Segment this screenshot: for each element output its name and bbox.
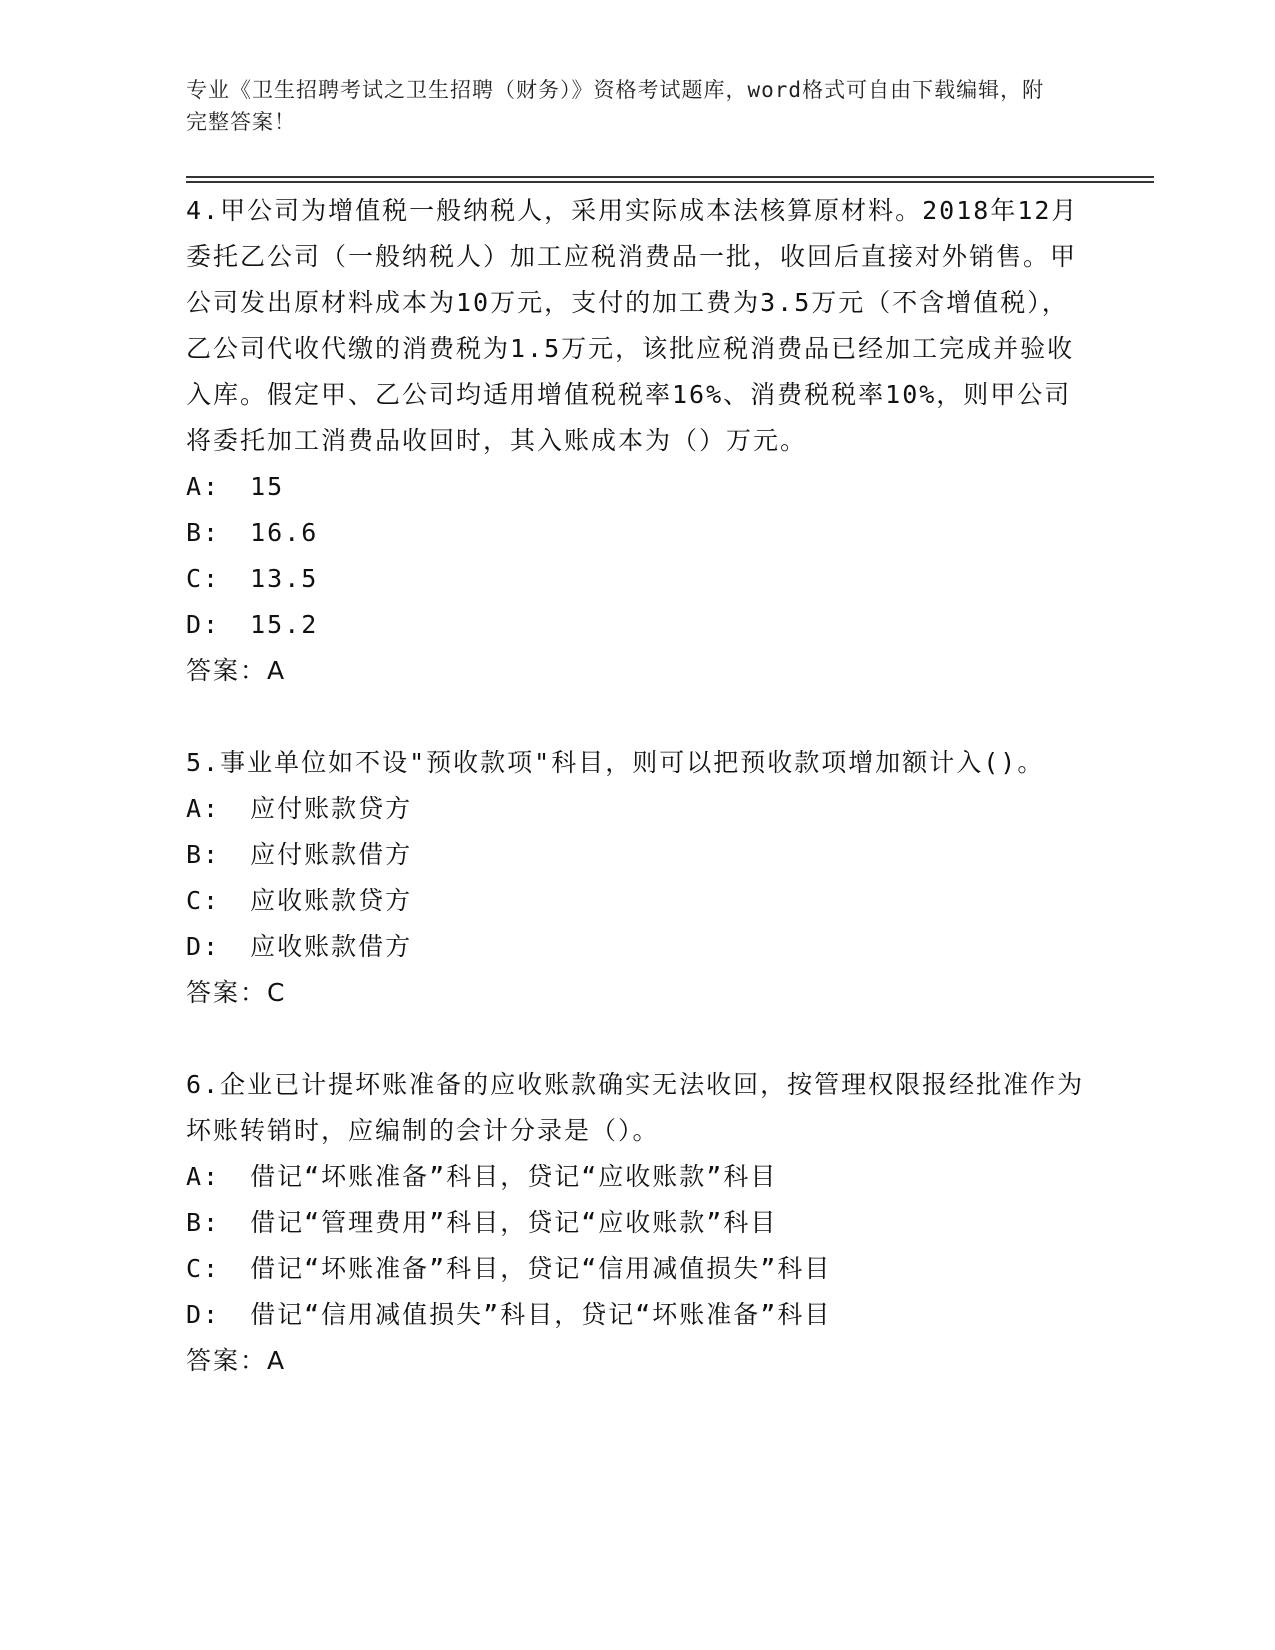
- question-item: [186, 740, 1086, 1016]
- option-letter: C:: [186, 886, 221, 915]
- option-letter: B:: [186, 518, 221, 547]
- question-text: [186, 1062, 1086, 1154]
- question-number: 6.: [186, 1070, 221, 1099]
- question-body: 事业单位如不设"预收款项"科目，则可以把预收款项增加额计入()。: [220, 748, 1045, 777]
- option-letter: D:: [186, 1300, 221, 1329]
- option-a: [186, 1154, 1086, 1200]
- question-body: 甲公司为增值税一般纳税人，采用实际成本法核算原材料。2018年12月委托乙公司（一般纳税人）加工应税消费品一批，收回后直接对外销售。甲公司发出原材料成本为10万元，支付的加工费为3.5万元（不含增值税），乙公司代收代缴的消费税为1.5万元，该批应税消费品已经加工完成并验收入库。假定甲、乙公司均适用增值税税率16%、消费税税率10%，则甲公司将委托加工消费品收回时，其入账成本为（）万元。: [186, 196, 1079, 455]
- question-number: 4.: [186, 196, 221, 225]
- option-text: 借记“管理费用”科目，贷记“应收账款”科目: [250, 1208, 778, 1237]
- question-text: [186, 188, 1086, 464]
- option-c: [186, 1246, 1086, 1292]
- option-d: [186, 924, 1086, 970]
- option-text: 15: [250, 472, 285, 501]
- option-text: 借记“坏账准备”科目，贷记“应收账款”科目: [250, 1162, 778, 1191]
- question-text: [186, 740, 1086, 786]
- option-letter: D:: [186, 610, 221, 639]
- option-d: [186, 1292, 1086, 1338]
- option-letter: B:: [186, 1208, 221, 1237]
- question-number: 5.: [186, 748, 221, 777]
- option-text: 13.5: [250, 564, 319, 593]
- option-c: [186, 878, 1086, 924]
- option-text: 借记“坏账准备”科目，贷记“信用减值损失”科目: [250, 1254, 832, 1283]
- question-item: [186, 188, 1086, 694]
- header-divider-bottom: [186, 181, 1154, 183]
- option-b: [186, 510, 1086, 556]
- option-letter: A:: [186, 1162, 221, 1191]
- answer-line: 答案：A: [186, 1346, 287, 1375]
- option-a: [186, 786, 1086, 832]
- option-letter: A:: [186, 472, 221, 501]
- option-letter: C:: [186, 564, 221, 593]
- option-text: 应付账款借方: [250, 840, 413, 869]
- option-b: [186, 832, 1086, 878]
- option-text: 15.2: [250, 610, 319, 639]
- header-divider-top: [186, 176, 1154, 178]
- answer-line: 答案：A: [186, 656, 287, 685]
- option-text: 应收账款贷方: [250, 886, 413, 915]
- option-letter: A:: [186, 794, 221, 823]
- option-d: [186, 602, 1086, 648]
- answer-line: 答案：C: [186, 978, 287, 1007]
- option-a: [186, 464, 1086, 510]
- option-text: 应付账款贷方: [250, 794, 413, 823]
- option-c: [186, 556, 1086, 602]
- question-list: [186, 188, 1086, 1384]
- option-letter: D:: [186, 932, 221, 961]
- option-text: 借记“信用减值损失”科目，贷记“坏账准备”科目: [250, 1300, 832, 1329]
- option-text: 应收账款借方: [250, 932, 413, 961]
- document-header: 专业《卫生招聘考试之卫生招聘（财务）》资格考试题库，word格式可自由下载编辑，附完整答案！: [186, 78, 1045, 134]
- option-b: [186, 1200, 1086, 1246]
- option-letter: C:: [186, 1254, 221, 1283]
- option-letter: B:: [186, 840, 221, 869]
- question-body: 企业已计提坏账准备的应收账款确实无法收回，按管理权限报经批准作为坏账转销时，应编制的会计分录是（）。: [186, 1070, 1085, 1145]
- option-text: 16.6: [250, 518, 319, 547]
- question-item: [186, 1062, 1086, 1384]
